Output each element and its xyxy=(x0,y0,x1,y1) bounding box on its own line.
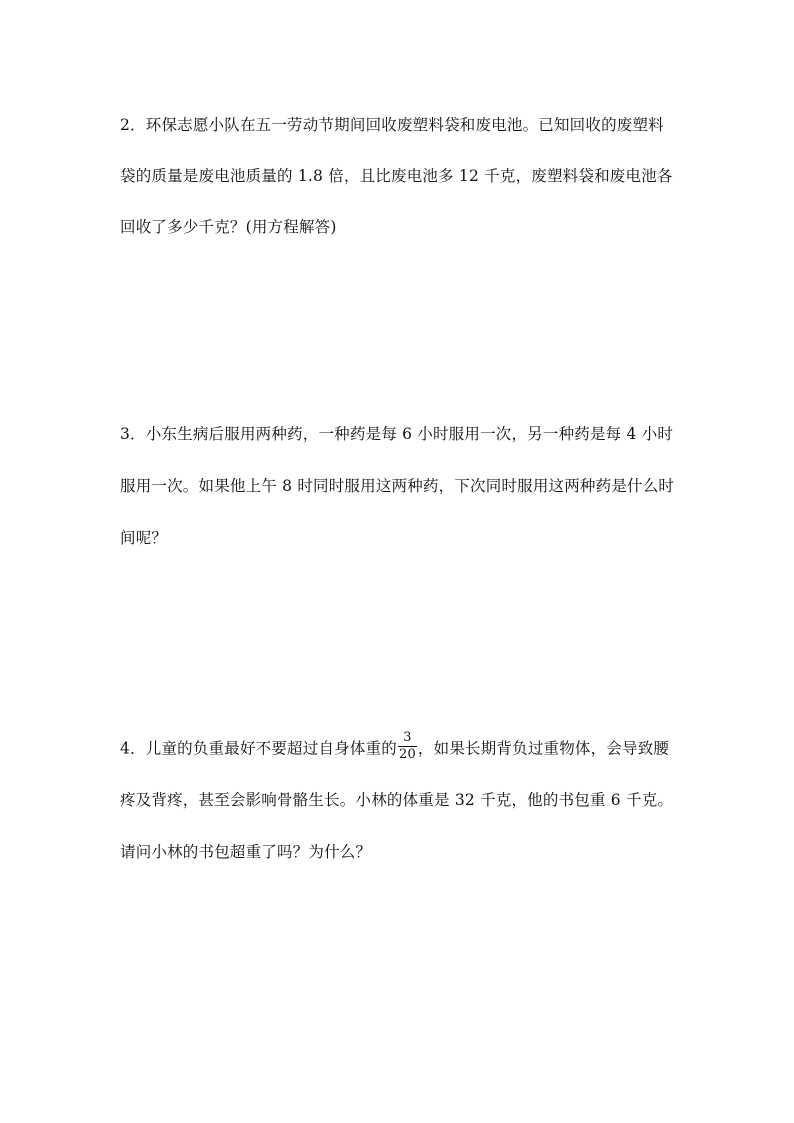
fraction xyxy=(398,730,417,763)
question-4-line-3: 请问小林的书包超重了吗？为什么？ xyxy=(120,843,372,861)
question-4-text-after-fraction: ，如果长期背负过重物体，会导致腰 xyxy=(417,739,670,758)
question-2-line-3: 回收了多少千克？(用方程解答) xyxy=(120,218,337,236)
question-3-line-1: 3．小东生病后服用两种药，一种药是每 6 小时服用一次，另一种药是每 4 小时 xyxy=(120,425,674,443)
question-4-line-2: 疼及背疼，甚至会影响骨骼生长。小林的体重是 32 千克，他的书包重 6 千克。 xyxy=(120,791,674,809)
question-3-line-3: 间呢？ xyxy=(120,529,168,547)
question-3-line-2: 服用一次。如果他上午 8 时同时服用这两种药，下次同时服用这两种药是什么时 xyxy=(120,477,675,495)
question-2-line-2: 袋的质量是废电池质量的 1.8 倍，且比废电池多 12 千克，废塑料袋和废电池各 xyxy=(120,167,673,185)
fraction-denominator: 20 xyxy=(398,747,416,762)
question-4-line-1 xyxy=(120,730,670,763)
fraction-numerator: 3 xyxy=(398,730,417,747)
question-2-line-1: 2．环保志愿小队在五一劳动节期间回收废塑料袋和废电池。已知回收的废塑料 xyxy=(120,116,664,134)
question-4-text-before-fraction: 4．儿童的负重最好不要超过自身体重的 xyxy=(120,739,397,758)
